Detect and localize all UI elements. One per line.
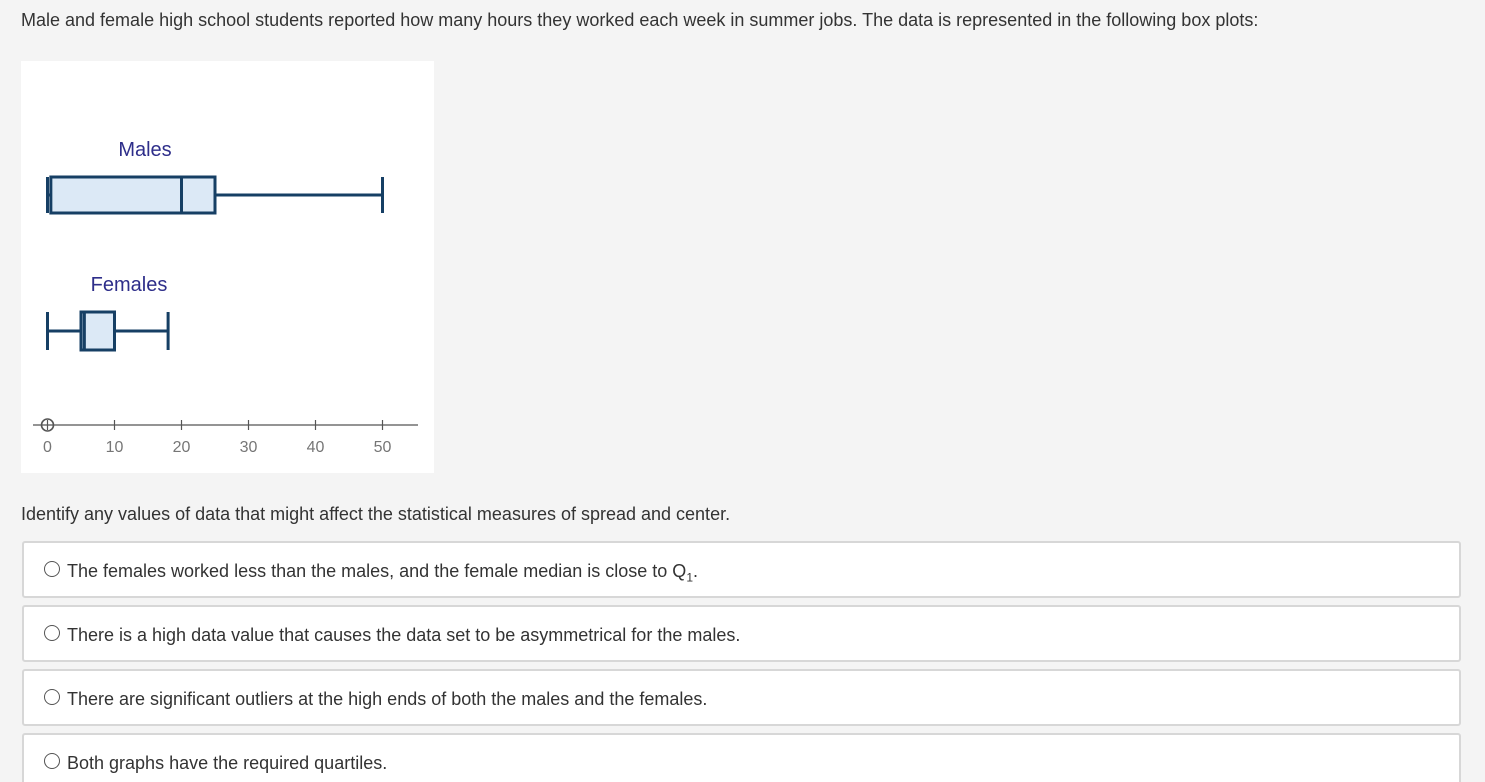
- answer-option[interactable]: [22, 669, 1461, 726]
- x-tick-label: 50: [373, 439, 392, 456]
- females-label: Females: [90, 274, 168, 296]
- x-tick-label: 30: [239, 439, 258, 456]
- females-box: [81, 312, 115, 350]
- question-text: Identify any values of data that might affect the statistical measures of spread and center.: [21, 504, 731, 524]
- x-tick-label: 0: [43, 439, 52, 456]
- males-label: Males: [118, 139, 172, 161]
- males-box: [51, 177, 215, 213]
- answer-option[interactable]: [22, 605, 1461, 662]
- box-plot-chart: [21, 61, 434, 473]
- radio-button[interactable]: [44, 625, 60, 641]
- x-tick-label: 40: [306, 439, 325, 456]
- answer-option[interactable]: [22, 733, 1461, 782]
- option-label: There are significant outliers at the high ends of both the males and the females.: [67, 689, 708, 709]
- radio-button[interactable]: [44, 689, 60, 705]
- answer-options: [22, 541, 1461, 782]
- x-tick-label: 10: [105, 439, 124, 456]
- radio-button[interactable]: [44, 753, 60, 769]
- option-label: Both graphs have the required quartiles.: [67, 753, 388, 773]
- answer-option[interactable]: [22, 541, 1461, 598]
- option-label: The females worked less than the males, and the female median is close to $Q_1$.: [67, 561, 699, 585]
- box-plot-svg: [21, 61, 434, 473]
- radio-button[interactable]: [44, 561, 60, 577]
- x-tick-label: 20: [172, 439, 191, 456]
- problem-statement: Male and female high school students reported how many hours they worked each week in summer jobs. The data is represented in the following box plots:: [21, 10, 1259, 30]
- option-label: There is a high data value that causes the data set to be asymmetrical for the males.: [67, 625, 741, 645]
